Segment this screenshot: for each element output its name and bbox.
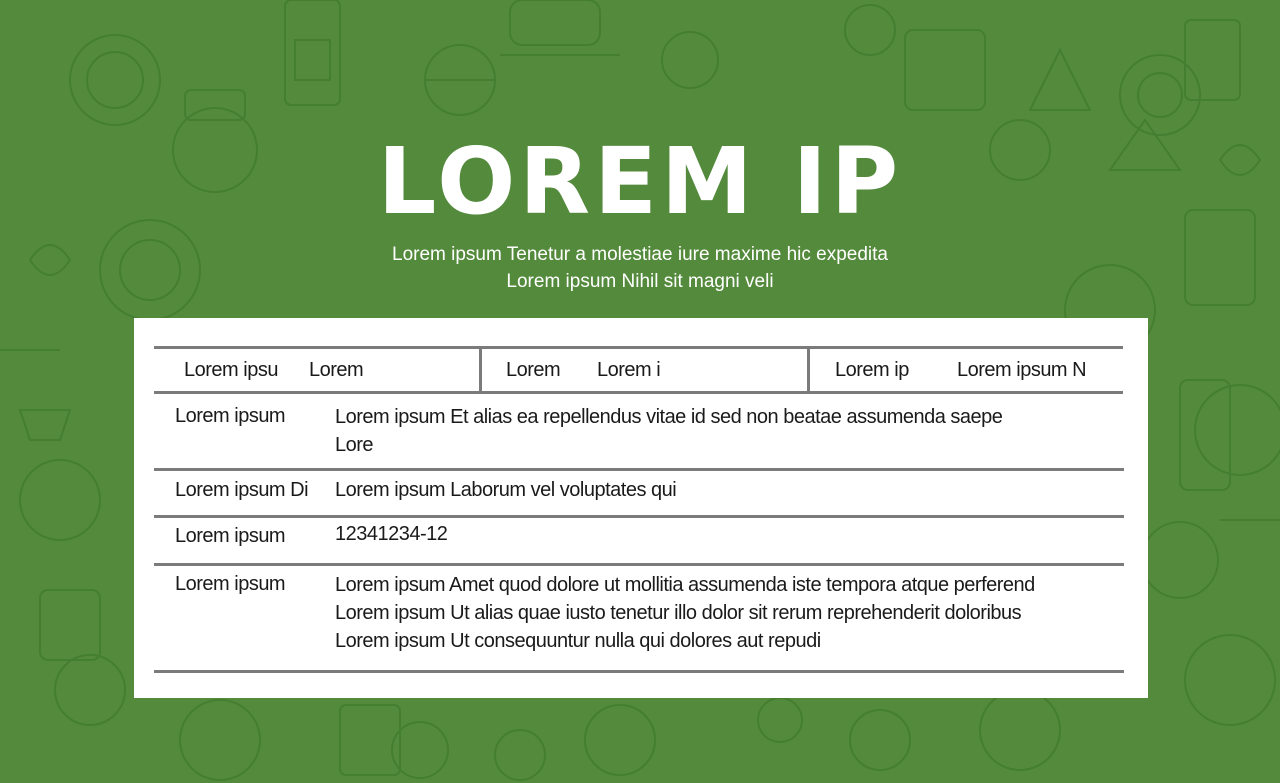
row-label: Lorem ipsum: [175, 405, 286, 427]
header-cell-1-label-a: Lorem ipsu: [184, 359, 278, 381]
table-row: [154, 394, 1124, 471]
subtitle: [0, 241, 1280, 295]
row-label: Lorem ipsum: [175, 573, 286, 595]
row-value-line: Lorem ipsum Et alias ea repellendus vitae id sed non beatae assumenda saepe: [335, 406, 1003, 428]
table-row: [154, 518, 1124, 566]
row-label: Lorem ipsum: [175, 525, 286, 547]
page-title: LOREM IP: [377, 128, 903, 235]
table-row: [154, 566, 1124, 673]
header-cell-3-label-a: Lorem ip: [835, 359, 909, 381]
subtitle-line-1: Lorem ipsum Tenetur a molestiae iure maxime hic expedita: [392, 244, 888, 265]
row-value: [335, 520, 1105, 548]
row-value: [335, 403, 1105, 459]
row-value: [335, 571, 1105, 655]
header-cell-3: [807, 349, 1126, 391]
row-value-line: Lorem ipsum Ut consequuntur nulla qui dolores aut repudi: [335, 630, 821, 652]
header-cell-2: [479, 349, 807, 391]
subtitle-line-2: Lorem ipsum Nihil sit magni veli: [506, 271, 774, 292]
info-card: [134, 318, 1148, 698]
header-cell-3-label-b: Lorem ipsum N: [957, 359, 1087, 381]
row-value-line: Lorem ipsum Laborum vel voluptates qui: [335, 479, 677, 501]
header-cell-2-label-b: Lorem i: [597, 359, 661, 381]
row-label: Lorem ipsum Di: [175, 479, 309, 501]
table-row: [154, 471, 1124, 518]
row-value: [335, 476, 1105, 504]
header-cell-1: [154, 349, 479, 391]
row-value-line: Lorem ipsum Ut alias quae iusto tenetur illo dolor sit rerum reprehenderit doloribus: [335, 602, 1022, 624]
header-cell-1-label-b: Lorem: [309, 359, 364, 381]
row-value-line: Lorem ipsum Amet quod dolore ut mollitia assumenda iste tempora atque perferend: [335, 574, 1035, 596]
header-cell-2-label-a: Lorem: [506, 359, 561, 381]
row-value-line: 12341234-12: [335, 523, 448, 545]
table-header: [154, 346, 1123, 394]
row-value-line: Lore: [335, 434, 374, 456]
